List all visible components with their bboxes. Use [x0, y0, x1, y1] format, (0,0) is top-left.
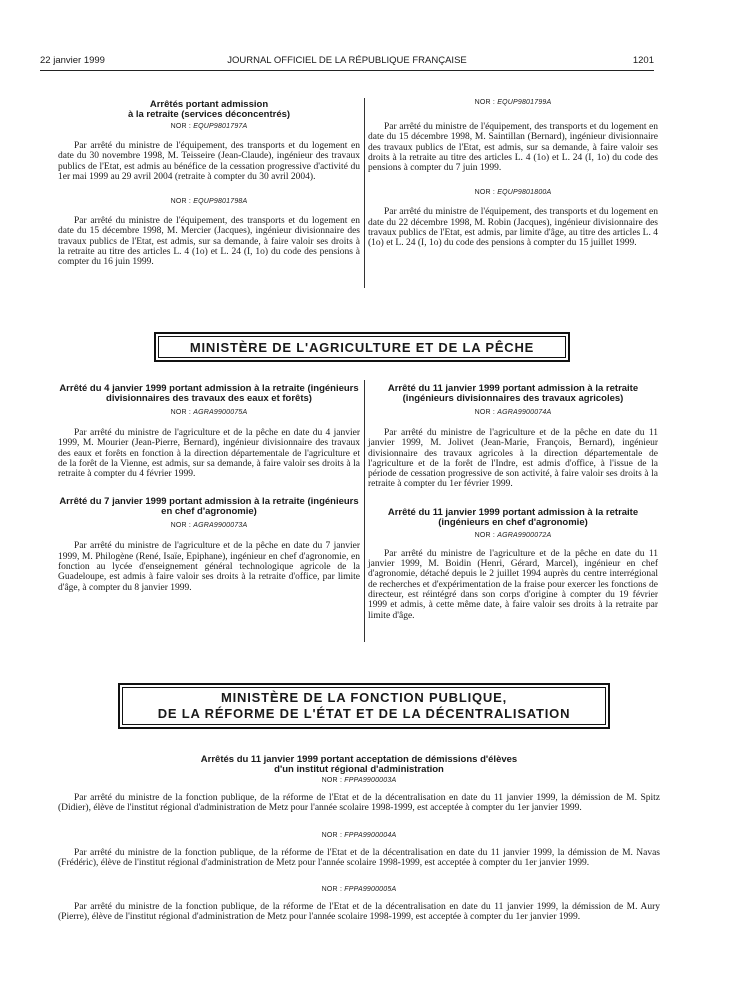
nor-code: EQUP9801800A — [497, 189, 552, 197]
arrete-paragraph: Par arrêté du ministre de l'équipement, des transports et du logement en date du 15 décembre 1998, M. Saintillan (Bernard), ingénieur divisionnaire des travaux publics de l'Etat, est admis, sur sa demande, à faire valoir ses droits à la retraite au titre des articles L. 4 (1o) et L. 24 (I, 1o) du code des pensions à compter du 7 juin 1999. — [368, 122, 658, 174]
column-divider — [364, 380, 365, 642]
nor-label: NOR : — [474, 99, 496, 106]
arrete-paragraph: Par arrêté du ministre de l'agriculture et de la pêche en date du 11 janvier 1999, M. Jolivet (Jean-Marie, François, Bernard), ingénieur divisionnaire des travaux agricoles à la direction départementale de l'agriculture et de la forêt de l'Indre, est admis d'office, à l'issue de la période de cessation progressive de son activité, à faire valoir ses droits à la retraite à compter du 1er février 1999. — [368, 428, 658, 490]
nor-line — [58, 122, 360, 132]
nor-line — [58, 197, 360, 207]
ministry-name-line2: DE LA RÉFORME DE L'ÉTAT ET DE LA DÉCENTRALISATION — [157, 706, 571, 721]
arrete-paragraph: Par arrêté du ministre de la fonction publique, de la réforme de l'Etat et de la décentralisation en date du 11 janvier 1999, la démission de M. Navas (Frédéric), élève de l'institut régional d'administration de Metz pour l'année scolaire 1998-1999, est acceptée à compter du 1er janvier 1999. — [58, 847, 660, 868]
nor-code: FPPA9900003A — [344, 777, 397, 784]
ministry-name-line1: MINISTÈRE DE LA FONCTION PUBLIQUE, — [221, 690, 507, 705]
arrete-title: Arrêté du 7 janvier 1999 portant admission à la retraite (ingénieurs en chef d'agronomie) — [59, 496, 359, 518]
arrete-paragraph: Par arrêté du ministre de l'agriculture et de la pêche en date du 11 janvier 1999, M. Boidin (Henri, Gérard, Marcel), ingénieur en chef d'agronomie, détaché depuis le 2 juillet 1994 auprès du centre interrégional de recherches et d'expérimentation de la fraise pour exercer les fonctions de directeur, est réintégré dans son corps d'origine à compter du 19 février 1999 et admis, à cette même date, à faire valoir ses droits à la retraite par limite d'âge. — [368, 548, 658, 621]
section1-title: Arrêtés portant admission à la retraite (services déconcentrés) — [127, 99, 291, 120]
arrete-paragraph: Par arrêté du ministre de l'agriculture et de la pêche en date du 4 janvier 1999, M. Mourier (Jean-Pierre, Bernard), ingénieur divisionnaire des travaux des eaux et forêts en fonction à la direction départementale de l'agriculture et de la forêt de la Vienne, est admis, sur sa demande, à faire valoir ses droits à la retraite à compter du 4 février 1999. — [58, 428, 360, 480]
nor-label: NOR : — [321, 777, 343, 784]
arrete-paragraph: Par arrêté du ministre de l'équipement, des transports et du logement en date du 15 décembre 1998, M. Mercier (Jacques), ingénieur divisionnaire des travaux publics de l'Etat, est admis, sur sa demande, à faire valoir ses droits à la retraite au titre des articles L. 4 (1o) et L. 24 (I, 1o) du code des pensions à compter du 16 juin 1999. — [58, 216, 360, 268]
nor-label: NOR : — [170, 409, 192, 416]
section2-right-column — [368, 384, 658, 621]
arrete-paragraph: Par arrêté du ministre de la fonction publique, de la réforme de l'Etat et de la décentralisation en date du 11 janvier 1999, la démission de M. Aury (Pierre), élève de l'institut régional d'administration de Metz pour l'année scolaire 1998-1999, est acceptée à compter du 1er janvier 1999. — [58, 902, 660, 923]
header-journal-title: JOURNAL OFFICIEL DE LA RÉPUBLIQUE FRANÇAISE — [227, 55, 467, 66]
section2-left-column — [58, 384, 360, 593]
arrete-paragraph: Par arrêté du ministre de l'équipement, des transports et du logement en date du 22 décembre 1998, M. Robin (Jacques), ingénieur divisionnaire des travaux publics de l'Etat, est admis, par limite d'âge, au titre des articles L. 4 (1o) et L. 24 (I, 1o) du code des pensions à compter du 15 juillet 1999. — [368, 207, 658, 249]
section3 — [58, 755, 660, 923]
page-header — [40, 55, 654, 69]
header-date: 22 janvier 1999 — [40, 55, 105, 66]
arrete-title: Arrêté du 11 janvier 1999 portant admission à la retraite (ingénieurs divisionnaires des travaux agricoles) — [387, 383, 639, 404]
nor-code: AGRA9900075A — [193, 409, 248, 416]
header-rule — [40, 70, 654, 71]
arrete-paragraph: Par arrêté du ministre de l'agriculture et de la pêche en date du 7 janvier 1999, M. Philogène (René, Isaïe, Epiphane), ingénieur en chef d'agronomie, en fonction au lycée d'enseignement général technologique agricole de la Guadeloupe, est admis à faire valoir ses droits à la retraite d'office, par limite d'âge, à compter du 8 janvier 1999. — [58, 541, 360, 593]
nor-label: NOR : — [321, 831, 343, 839]
section1-right-column — [368, 98, 658, 249]
nor-code: AGRA9900072A — [497, 531, 552, 539]
section1-left-column — [58, 100, 360, 268]
nor-line — [58, 776, 660, 786]
nor-code: FPPA9900004A — [344, 831, 397, 839]
nor-code: AGRA9900073A — [193, 522, 248, 530]
nor-code: AGRA9900074A — [497, 409, 552, 416]
nor-label: NOR : — [474, 531, 496, 539]
nor-label: NOR : — [474, 409, 496, 416]
nor-line — [368, 98, 658, 108]
nor-label: NOR : — [170, 123, 192, 130]
nor-code: EQUP9801798A — [193, 198, 248, 206]
nor-line — [368, 408, 658, 418]
nor-line — [368, 188, 658, 198]
nor-code: EQUP9801799A — [497, 99, 552, 106]
arrete-title: Arrêté du 4 janvier 1999 portant admission à la retraite (ingénieurs divisionnaires des travaux des eaux et forêts) — [59, 383, 359, 404]
nor-line — [58, 885, 660, 895]
arrete-paragraph: Par arrêté du ministre de l'équipement, des transports et du logement en date du 30 novembre 1998, M. Teisseire (Jean-Claude), ingénieur des travaux publics de l'Etat, est admis au bénéfice de la cessation progressive d'activité du 1er mai 1999 au 29 avril 2004 (retraite à compter du 30 avril 2004). — [58, 141, 360, 182]
nor-code: EQUP9801797A — [193, 123, 248, 130]
column-divider — [364, 98, 365, 288]
nor-line — [58, 521, 360, 531]
arrete-paragraph: Par arrêté du ministre de la fonction publique, de la réforme de l'Etat et de la décentralisation en date du 11 janvier 1999, la démission de M. Spitz (Didier), élève de l'institut régional d'administration de Metz pour l'année scolaire 1998-1999, est acceptée à compter du 1er janvier 1999. — [58, 793, 660, 814]
nor-line — [58, 408, 360, 418]
nor-label: NOR : — [321, 886, 343, 894]
nor-label: NOR : — [170, 522, 192, 530]
nor-code: FPPA9900005A — [344, 886, 397, 894]
nor-line — [368, 531, 658, 541]
ministry-heading-agriculture — [154, 332, 570, 362]
nor-label: NOR : — [170, 198, 192, 206]
header-page-number: 1201 — [632, 55, 654, 66]
arrete-title: Arrêté du 11 janvier 1999 portant admission à la retraite (ingénieurs en chef d'agronomie) — [387, 506, 639, 528]
ministry-name: MINISTÈRE DE L'AGRICULTURE ET DE LA PÊCHE — [189, 340, 535, 355]
section3-title: Arrêtés du 11 janvier 1999 portant acceptation de démissions d'élèves d'un institut régional d'administration — [200, 754, 518, 775]
ministry-heading-fonction-publique — [118, 683, 610, 729]
nor-label: NOR : — [474, 189, 496, 197]
nor-line — [58, 831, 660, 841]
